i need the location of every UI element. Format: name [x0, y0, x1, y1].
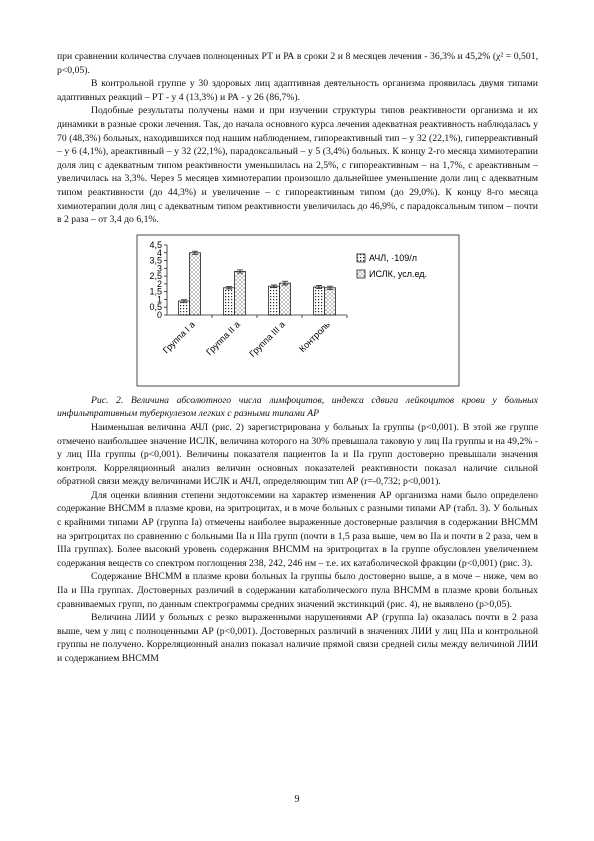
y-tick-label: 2 [156, 278, 162, 289]
paragraph-2: В контрольной группе у 30 здоровых лиц адаптивная деятельность организма проявилась двумя типами адаптивных реакций – РТ - у 4 (13,3%) и РА - у 26 (86,7%). [57, 78, 538, 103]
y-tick-label: 1,5 [149, 286, 162, 297]
y-tick-label: 2,5 [149, 270, 162, 281]
paragraph-7: Величина ЛИИ у больных с резко выраженными нарушениями АР (группа Iа) оказалась почти в 2 раза выше, чем у лиц с полноценными АР (р<0,001). Достоверных различий в значениях ЛИИ у лиц IIIа и контрольной группы не получено. Корреляционный анализ показал наличие прямой связи средней силы между величиной ЛИИ и содержанием ВНСММ [57, 612, 538, 664]
legend-label: АЧЛ, ·109/л [369, 252, 417, 263]
x-tick-label: Группа II а [204, 319, 242, 357]
paragraph-3: Подобные результаты получены нами и при изучении структуры типов реактивности организма и их динамики в разные сроки лечения. Так, до начала основного курса лечения адекватная реактивность наблюдалась у 70 (48,3%) больных, находившихся под нашим наблюдением, гипореактивный тип – у 32 (22,1%), гиперреактивный – у 6 (4,1%), ареактивный – у 32 (22,1%), парадоксальный – у 5 (3,4%) больных. К концу 2-го месяца химиотерапии доля лиц с адекватным типом реактивности уменьшилась на 2,5%, с гипореактивным – на 1,7%, с ареактивным – увеличилась на 3,3%. Через 5 месяцев химиотерапии произошло дальнейшее уменьшение доли лиц с адекватным типом реактивности (до 44,3%) и увеличение – с гипореактивным типом (до 29,0%). К концу 8-го месяца химиотерапии доля лиц с адекватным типом реактивности увеличилась до 46,9%, с парадоксальным типом – почти в 2 раза – от 3,4 до 6,1%. [57, 105, 538, 226]
figure-2-chart [57, 233, 538, 388]
bar-islk [235, 271, 246, 315]
bar-achl [179, 301, 190, 315]
bar-chart-svg [57, 233, 538, 388]
page-number: 9 [294, 794, 300, 805]
y-tick-label: 1 [156, 294, 162, 305]
x-tick-label: Контроль [297, 319, 332, 354]
bar-achl [269, 286, 280, 315]
paragraph-5: Для оценки влияния степени эндотоксемии на характер изменения АР организма нами было определено содержание ВНСММ в плазме крови, на эритроцитах, и в моче больных с разными типами АР (табл. 3). У больных с крайними типами АР (группа Iа) отмечены наиболее выраженные достоверные различия в содержании ВНСММ на эритроцитах по сравнению с больными IIа и IIIа групп (почти в 1,5 раза выше, чем во IIа и почти в 2 раза, чем в IIIа группах). Более высокий уровень содержания ВНСММ на эритроцитах в Iа группе обусловлен увеличением содержания веществ со спектром поглощения 238, 242, 246 нм – т.е. их катаболической фракции (р<0,001) (рис. 3). [57, 489, 538, 569]
x-tick-label: Группа I а [160, 319, 197, 356]
y-tick-label: 4,5 [149, 239, 162, 250]
x-tick-label: Группа III а [247, 319, 287, 359]
y-tick-label: 4 [156, 247, 162, 258]
page-content [57, 50, 538, 666]
y-tick-label: 3 [156, 263, 162, 274]
legend-swatch [357, 270, 365, 278]
bar-islk [280, 283, 291, 315]
bar-achl [224, 287, 235, 314]
paragraph-6: Содержание ВНСММ в плазме крови больных Iа группы было достоверно выше, а в моче – ниже, чем во IIа и IIIа группах. Достоверных различий в содержании катаболического пула ВНСММ в плазме крови больных сравниваемых групп, по данным спектрограммы средних значений экстинкций (рис. 4), не выявлено (р>0,05). [57, 571, 538, 610]
y-tick-label: 0,5 [149, 301, 162, 312]
bar-islk [325, 287, 336, 314]
y-tick-label: 3,5 [149, 255, 162, 266]
bar-islk [190, 252, 201, 314]
legend-swatch [357, 254, 365, 262]
bar-achl [314, 287, 325, 315]
y-tick-label: 0 [156, 309, 162, 320]
paragraph-1: при сравнении количества случаев полноценных РТ и РА в сроки 2 и 8 месяцев лечения - 36,3% и 45,2% (χ² = 0,501, р<0,05). [57, 51, 538, 76]
paragraph-4: Наименьшая величина АЧЛ (рис. 2) зарегистрирована у больных Iа группы (р<0,001). В этой же группе отмечено наибольшее значение ИСЛК, величина которого на 30% превышала таковую у лиц IIа группы и на 49,2% - у лиц IIIа группы (р<0,001). Величины показателя пациентов Iа и IIа групп достоверно превышали значения контроля. Корреляционный анализ величин основных показателей реактивности показал наличие сильной обратной связи между величинами ИСЛК и АЧЛ, определяющим тип АР (r=-0,732; р<0,001). [57, 421, 538, 488]
figure-caption: Рис. 2. Величина абсолютного числа лимфоцитов, индекса сдвига лейкоцитов крови у больных инфильтративным туберкулезом легких с разными типами АР [57, 394, 538, 420]
legend-label: ИСЛК, усл.ед. [369, 268, 428, 279]
